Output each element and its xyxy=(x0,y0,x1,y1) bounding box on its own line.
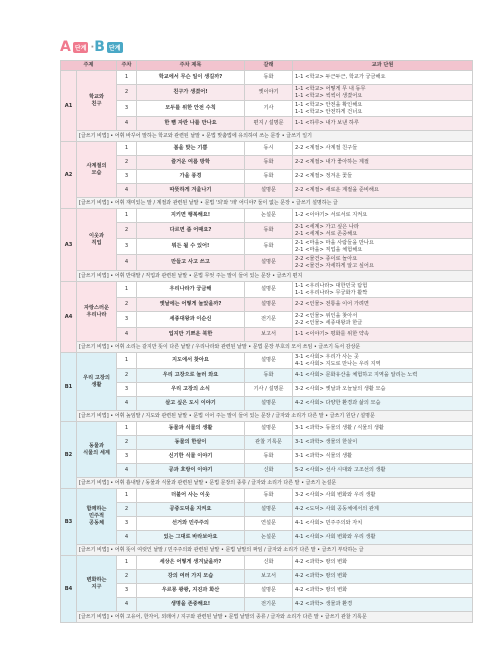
genre: 설명문 xyxy=(245,503,293,517)
table-row xyxy=(61,255,473,271)
unit-topic-line: 동물과 xyxy=(88,442,105,449)
genre: 전기문 xyxy=(245,312,293,328)
textbook-unit-line: 4-2 <도덕> 사회 공동체에서의 관계 xyxy=(295,506,379,512)
table-body xyxy=(61,71,473,623)
table-row xyxy=(61,397,473,411)
table-row xyxy=(61,328,473,342)
writing-tips: [글쓰기 비법] • 어휘 뜻이 여럿인 낱말 / 민주주의와 관련된 낱말 • 문법 낱말의 짜임 / 글자와 소리가 다른 말 • 글쓰기 부탁하는 글 xyxy=(77,545,473,556)
genre: 기사 xyxy=(245,101,293,117)
unit-topic xyxy=(77,209,117,271)
unit-topic xyxy=(77,142,117,198)
textbook-unit-line: 2-2 <계절> 새로운 계절을 준비해요 xyxy=(295,187,379,193)
curriculum-table xyxy=(60,60,473,623)
textbook-unit xyxy=(293,117,473,131)
genre: 동화 xyxy=(245,156,293,170)
textbook-unit xyxy=(293,312,473,328)
unit-topic xyxy=(77,489,117,545)
week-number: 4 xyxy=(117,397,137,411)
week-title: 있는 그대로 바라보아요 xyxy=(137,531,245,545)
textbook-unit xyxy=(293,353,473,369)
table-row xyxy=(61,570,473,584)
week-number: 2 xyxy=(117,503,137,517)
unit-id: B3 xyxy=(61,489,77,556)
textbook-unit-line: 2-2 <계절> 내가 좋아하는 계절 xyxy=(295,159,369,165)
textbook-unit-line: 3-1 <과학> 식물의 생활 xyxy=(295,453,353,459)
week-title: 가을 풍경 xyxy=(137,170,245,184)
week-title: 업지만 기쁘운 북한 xyxy=(137,328,245,342)
logo-b-letter: B xyxy=(94,39,105,55)
genre: 설명문 xyxy=(245,353,293,369)
genre: 논설문 xyxy=(245,531,293,545)
week-number: 3 xyxy=(117,312,137,328)
table-row xyxy=(61,209,473,223)
textbook-unit-line: 1-1 <학교> 두근두근, 학교가 궁금해요 xyxy=(295,74,386,80)
unit-topic-line: 학교와 xyxy=(88,93,105,100)
week-number: 2 xyxy=(117,298,137,312)
week-number: 3 xyxy=(117,239,137,255)
week-title: 신기한 식물 이야기 xyxy=(137,450,245,464)
week-title: 지키면 행복해요! xyxy=(137,209,245,223)
textbook-unit-line: 1-1 <하루> 내가 보낸 하루 xyxy=(295,120,359,126)
week-title: 모두를 위한 안전 수칙 xyxy=(137,101,245,117)
week-title: 선거와 민주주의 xyxy=(137,517,245,531)
genre: 동화 xyxy=(245,71,293,85)
week-title: 다르면 좀 어때요? xyxy=(137,223,245,239)
table-row xyxy=(61,101,473,117)
header-week: 주차 xyxy=(117,61,137,71)
genre: 신화 xyxy=(245,464,293,478)
week-number: 4 xyxy=(117,117,137,131)
textbook-unit-line: 4-2 <과학> 땅의 변화 xyxy=(295,559,348,565)
table-row xyxy=(61,598,473,612)
textbook-unit xyxy=(293,422,473,436)
table-row xyxy=(61,383,473,397)
writing-tips: [글쓰기 비법] • 어휘 높임말 / 지도와 관련된 낱말 • 문법 이어 주는 말이 들어 있는 문장 / 글자와 소리가 다른 말 • 글쓰기 원단 / 설명문 xyxy=(77,411,473,422)
writing-tips-row xyxy=(61,612,473,623)
week-number: 2 xyxy=(117,156,137,170)
genre: 연설문 xyxy=(245,517,293,531)
genre: 설명문 xyxy=(245,422,293,436)
textbook-unit-line: 2-2 <물건> 자세하게 알고 싶어요 xyxy=(295,262,374,269)
week-number: 1 xyxy=(117,489,137,503)
unit-topic-line: 변화하는 xyxy=(86,576,107,583)
genre: 동화 xyxy=(245,170,293,184)
writing-tips: [글쓰기 비법] • 어휘 소리는 같지만 뜻이 다른 낱말 / 우리나라와 관련된 낱말 • 문법 문장 부호의 모서 쓰임 • 글쓰기 독서 감상문 xyxy=(77,342,473,353)
textbook-unit xyxy=(293,464,473,478)
textbook-unit xyxy=(293,598,473,612)
table-row xyxy=(61,117,473,131)
unit-topic xyxy=(77,556,117,612)
genre: 동화 xyxy=(245,489,293,503)
week-title: 우리 고장으로 놀러 와요 xyxy=(137,369,245,383)
genre: 옛이야기 xyxy=(245,85,293,101)
week-number: 4 xyxy=(117,328,137,342)
textbook-unit xyxy=(293,156,473,170)
textbook-unit xyxy=(293,282,473,298)
textbook-unit-line: 3-1 <사회> 우리가 사는 곳 xyxy=(295,353,359,360)
table-header-row xyxy=(61,61,473,71)
unit-topic xyxy=(77,353,117,411)
unit-id: A2 xyxy=(61,142,77,209)
textbook-unit-line: 1-1 <우리나라> 무궁화가 활짝 xyxy=(295,289,368,296)
textbook-unit xyxy=(293,142,473,156)
textbook-unit xyxy=(293,170,473,184)
textbook-unit xyxy=(293,556,473,570)
table-row xyxy=(61,436,473,450)
textbook-unit xyxy=(293,85,473,101)
textbook-unit-line: 2-1 <마을> 직업을 체험해요 xyxy=(295,246,363,253)
table-row xyxy=(61,223,473,239)
header-topic: 주제 xyxy=(61,61,117,71)
unit-id: A3 xyxy=(61,209,77,282)
textbook-unit-line: 4-2 <과학> 땅의 변화 xyxy=(295,573,348,579)
writing-tips: [글쓰기 비법] • 어휘 고유어, 한자어, 외래어 / 지구와 관련된 낱말 • 문법 낱말의 종류 / 글자와 소리가 다른 말 • 글쓰기 관찰 기록문 xyxy=(77,612,473,623)
table-row xyxy=(61,353,473,369)
textbook-unit-line: 4-1 <사회> 민주주의와 자치 xyxy=(295,520,363,526)
textbook-unit xyxy=(293,101,473,117)
textbook-unit xyxy=(293,397,473,411)
week-title: 세종대왕과 이순신 xyxy=(137,312,245,328)
writing-tips-row xyxy=(61,478,473,489)
unit-topic-line: 직업 xyxy=(91,239,102,246)
textbook-unit-line: 3-1 <과학> 동물의 생활 / 식물의 생활 xyxy=(295,425,384,431)
week-number: 2 xyxy=(117,436,137,450)
textbook-unit xyxy=(293,209,473,223)
textbook-unit xyxy=(293,369,473,383)
table-row xyxy=(61,450,473,464)
textbook-unit-line: 2-2 <인물> 위인을 찾아서 xyxy=(295,312,358,319)
genre: 관찰 기록문 xyxy=(245,436,293,450)
genre: 전기문 xyxy=(245,598,293,612)
week-number: 4 xyxy=(117,598,137,612)
unit-topic-line: 사계절의 xyxy=(86,162,107,169)
week-number: 2 xyxy=(117,369,137,383)
genre: 설명문 xyxy=(245,584,293,598)
header-genre: 갈래 xyxy=(245,61,293,71)
textbook-unit xyxy=(293,436,473,450)
week-number: 2 xyxy=(117,223,137,239)
textbook-unit-line: 4-2 <과학> 땅의 변화 xyxy=(295,587,348,593)
textbook-unit-line: 2-1 <세계> 가고 싶은 나라 xyxy=(295,223,359,230)
logo-a-letter: A xyxy=(60,39,71,55)
unit-topic-line: 친구 xyxy=(91,100,102,107)
unit-id: B4 xyxy=(61,556,77,623)
textbook-unit-line: 2-2 <물건> 종이로 놀아요 xyxy=(295,255,358,262)
genre: 동화 xyxy=(245,369,293,383)
week-title: 동물과 식물의 생활 xyxy=(137,422,245,436)
unit-topic-line: 민주적 xyxy=(88,513,105,519)
genre: 보고서 xyxy=(245,570,293,584)
textbook-unit-line: 1-2 <이야기> 서로서로 지켜요 xyxy=(295,212,368,218)
genre: 설명문 xyxy=(245,397,293,411)
textbook-unit-line: 1-1 <우리나라> 대한민국 탐험 xyxy=(295,282,368,289)
table-row xyxy=(61,239,473,255)
writing-tips-row xyxy=(61,411,473,422)
writing-tips-row xyxy=(61,342,473,353)
textbook-unit xyxy=(293,184,473,198)
unit-topic xyxy=(77,71,117,131)
textbook-unit xyxy=(293,255,473,271)
level-logo xyxy=(60,40,125,54)
textbook-unit-line: 3-1 <과학> 생물의 한살이 xyxy=(295,439,358,445)
textbook-unit-line: 1-1 <학교> 씩씩이 생겼어요 xyxy=(295,92,363,99)
week-title: 만들고 사고 쓰고 xyxy=(137,255,245,271)
week-number: 3 xyxy=(117,101,137,117)
week-number: 3 xyxy=(117,450,137,464)
week-number: 1 xyxy=(117,422,137,436)
unit-id: A4 xyxy=(61,282,77,353)
week-title: 생명을 존중해요! xyxy=(137,598,245,612)
week-number: 1 xyxy=(117,142,137,156)
writing-tips: [글쓰기 비법] • 어휘 반대말 / 직업과 관련된 낱말 • 문법 무엇 주는 말이 들어 있는 문장 • 글쓰기 편지 xyxy=(77,271,473,282)
unit-topic-line: 모습 xyxy=(91,169,102,176)
genre: 편지 / 설명문 xyxy=(245,117,293,131)
textbook-unit-line: 2-2 <인물> 전통을 이어 가려면 xyxy=(295,301,369,307)
table-row xyxy=(61,184,473,198)
textbook-unit-line: 1-1 <이야기> 평화를 위한 약속 xyxy=(295,331,369,337)
week-number: 1 xyxy=(117,556,137,570)
week-number: 1 xyxy=(117,209,137,223)
unit-id: A1 xyxy=(61,71,77,142)
week-number: 3 xyxy=(117,517,137,531)
textbook-unit-line: 1-1 <학교> 안전하게 건너요 xyxy=(295,108,363,115)
textbook-unit-line: 2-2 <계절> 정겨운 꽃들 xyxy=(295,173,353,179)
genre: 설명문 xyxy=(245,255,293,271)
week-number: 4 xyxy=(117,464,137,478)
unit-topic-line: 우리나라 xyxy=(86,311,107,318)
table-row xyxy=(61,298,473,312)
table-row xyxy=(61,85,473,101)
genre: 설명문 xyxy=(245,282,293,298)
textbook-unit xyxy=(293,239,473,255)
logo-b-tag: 단계 xyxy=(107,42,123,53)
table-row xyxy=(61,282,473,298)
table-row xyxy=(61,464,473,478)
table-row xyxy=(61,422,473,436)
textbook-unit xyxy=(293,489,473,503)
week-title: 우르릉 쾅쾅, 지진과 화산 xyxy=(137,584,245,598)
week-title: 친구가 생겼어! xyxy=(137,85,245,101)
unit-topic-line: 지구 xyxy=(91,583,102,590)
table-row xyxy=(61,556,473,570)
unit-topic xyxy=(77,422,117,478)
textbook-unit xyxy=(293,450,473,464)
genre: 보고서 xyxy=(245,328,293,342)
logo-a-tag: 단계 xyxy=(73,42,89,53)
table-row xyxy=(61,489,473,503)
unit-topic-line: 함께하는 xyxy=(86,506,107,512)
genre: 동화 xyxy=(245,239,293,255)
week-number: 3 xyxy=(117,383,137,397)
week-title: 한 뼘 자란 나를 만나요 xyxy=(137,117,245,131)
writing-tips-row xyxy=(61,131,473,142)
week-number: 3 xyxy=(117,170,137,184)
textbook-unit-line: 3-2 <사회> 옛날과 오늘날의 생활 모습 xyxy=(295,386,386,392)
week-number: 4 xyxy=(117,184,137,198)
writing-tips-row xyxy=(61,271,473,282)
textbook-unit-line: 4-2 <과학> 생물과 환경 xyxy=(295,601,353,607)
textbook-unit-line: 3-2 <사회> 사회 변화와 우리 생활 xyxy=(295,492,376,498)
week-title: 학교에서 무슨 일이 생길까? xyxy=(137,71,245,85)
table-row xyxy=(61,584,473,598)
textbook-unit-line: 4-2 <사회> 다양한 환경과 삶의 모습 xyxy=(295,400,381,406)
unit-topic xyxy=(77,282,117,342)
logo-dot: · xyxy=(90,41,95,53)
unit-topic-line: 우리 고장의 xyxy=(83,374,110,381)
textbook-unit-line: 2-2 <인물> 세종대왕과 한글 xyxy=(295,319,363,326)
textbook-unit xyxy=(293,383,473,397)
writing-tips-row xyxy=(61,198,473,209)
unit-topic-line: 식물의 세계 xyxy=(83,449,110,456)
table-row xyxy=(61,312,473,328)
week-title: 강의 여러 가지 모습 xyxy=(137,570,245,584)
header-title: 주차 제목 xyxy=(137,61,245,71)
table-row xyxy=(61,142,473,156)
textbook-unit xyxy=(293,531,473,545)
genre: 동화 xyxy=(245,450,293,464)
genre: 동시 xyxy=(245,142,293,156)
table-row xyxy=(61,156,473,170)
week-title: 우리나라가 궁금해 xyxy=(137,282,245,298)
header-unit: 교과 단원 xyxy=(293,61,473,71)
week-number: 1 xyxy=(117,282,137,298)
week-title: 따뜻하게 겨울나기 xyxy=(137,184,245,198)
writing-tips-row xyxy=(61,545,473,556)
textbook-unit-line: 1-1 <학교> 안전을 확인해요 xyxy=(295,101,363,108)
unit-id: B2 xyxy=(61,422,77,489)
textbook-unit-line: 2-2 <계절> 사계절 친구들 xyxy=(295,145,358,151)
textbook-unit-line: 4-1 <사회> 문화유산을 체험하고 지역을 알리는 노력 xyxy=(295,372,418,378)
week-title: 우리 고장의 소식 xyxy=(137,383,245,397)
week-title: 살고 싶은 도시 이야기 xyxy=(137,397,245,411)
week-title: 즐거운 여름 방학 xyxy=(137,156,245,170)
unit-id: B1 xyxy=(61,353,77,422)
textbook-unit xyxy=(293,503,473,517)
textbook-unit xyxy=(293,570,473,584)
week-number: 4 xyxy=(117,531,137,545)
writing-tips: [글쓰기 비법] • 어휘 바꾸어 말하는 학교와 관련된 낱말 • 문법 맞춤법에 유의하여 쓰는 문장 • 글쓰기 일기 xyxy=(77,131,473,142)
writing-tips: [글쓰기 비법] • 어휘 흉내말 / 동물과 식물과 관련된 낱말 • 문법 문장의 종류 / 글자와 소리가 다른 말 • 글쓰기 논설문 xyxy=(77,478,473,489)
genre: 논설문 xyxy=(245,209,293,223)
textbook-unit xyxy=(293,223,473,239)
week-title: 옛날에는 어떻게 놀았을까? xyxy=(137,298,245,312)
textbook-unit xyxy=(293,517,473,531)
textbook-unit-line: 2-1 <세계> 서로 존중해요 xyxy=(295,230,358,237)
table-row xyxy=(61,503,473,517)
textbook-unit-line: 5-2 <사회> 선사 시대와 고조선의 생활 xyxy=(295,467,386,473)
table-row xyxy=(61,531,473,545)
genre: 신화 xyxy=(245,556,293,570)
week-number: 1 xyxy=(117,71,137,85)
table-row xyxy=(61,170,473,184)
week-number: 2 xyxy=(117,85,137,101)
week-title: 봄을 맞는 기쁨 xyxy=(137,142,245,156)
week-title: 뭐든 될 수 있어! xyxy=(137,239,245,255)
unit-topic-line: 자랑스러운 xyxy=(83,304,110,311)
textbook-unit-line: 1-1 <학교> 어떻게 무 내 동무 xyxy=(295,85,366,92)
genre: 기사 / 설명문 xyxy=(245,383,293,397)
week-number: 4 xyxy=(117,255,137,271)
unit-topic-line: 이웃과 xyxy=(88,232,105,239)
week-title: 더불어 사는 이웃 xyxy=(137,489,245,503)
unit-topic-line: 공동체 xyxy=(88,520,105,526)
genre: 설명문 xyxy=(245,184,293,198)
genre: 설명문 xyxy=(245,298,293,312)
genre: 동화 xyxy=(245,223,293,239)
week-number: 1 xyxy=(117,353,137,369)
table-row xyxy=(61,71,473,85)
textbook-unit xyxy=(293,71,473,85)
week-title: 공중도덕을 지켜요 xyxy=(137,503,245,517)
week-number: 3 xyxy=(117,584,137,598)
textbook-unit-line: 2-1 <마을> 마을 사람들을 만나요 xyxy=(295,239,374,246)
textbook-unit xyxy=(293,584,473,598)
table-row xyxy=(61,369,473,383)
unit-topic-line: 생활 xyxy=(91,381,102,388)
week-title: 공과 호랑이 이야기 xyxy=(137,464,245,478)
textbook-unit xyxy=(293,328,473,342)
textbook-unit-line: 4-1 <사회> 사회 변화와 우리 생활 xyxy=(295,534,376,540)
table-row xyxy=(61,517,473,531)
week-title: 동물의 한살이 xyxy=(137,436,245,450)
week-title: 지도에서 찾아요 xyxy=(137,353,245,369)
week-title: 세상은 어떻게 생겨났을까? xyxy=(137,556,245,570)
textbook-unit xyxy=(293,298,473,312)
week-number: 2 xyxy=(117,570,137,584)
writing-tips: [글쓰기 비법] • 어휘 재미있는 말 / 계절과 관련된 낱말 • 문법 '되'와 '돼' 어디야? 둘이 없는 문장 • 글쓰기 설명하는 글 xyxy=(77,198,473,209)
textbook-unit-line: 4-1 <사회> 지도로 만나는 우리 지역 xyxy=(295,360,381,367)
